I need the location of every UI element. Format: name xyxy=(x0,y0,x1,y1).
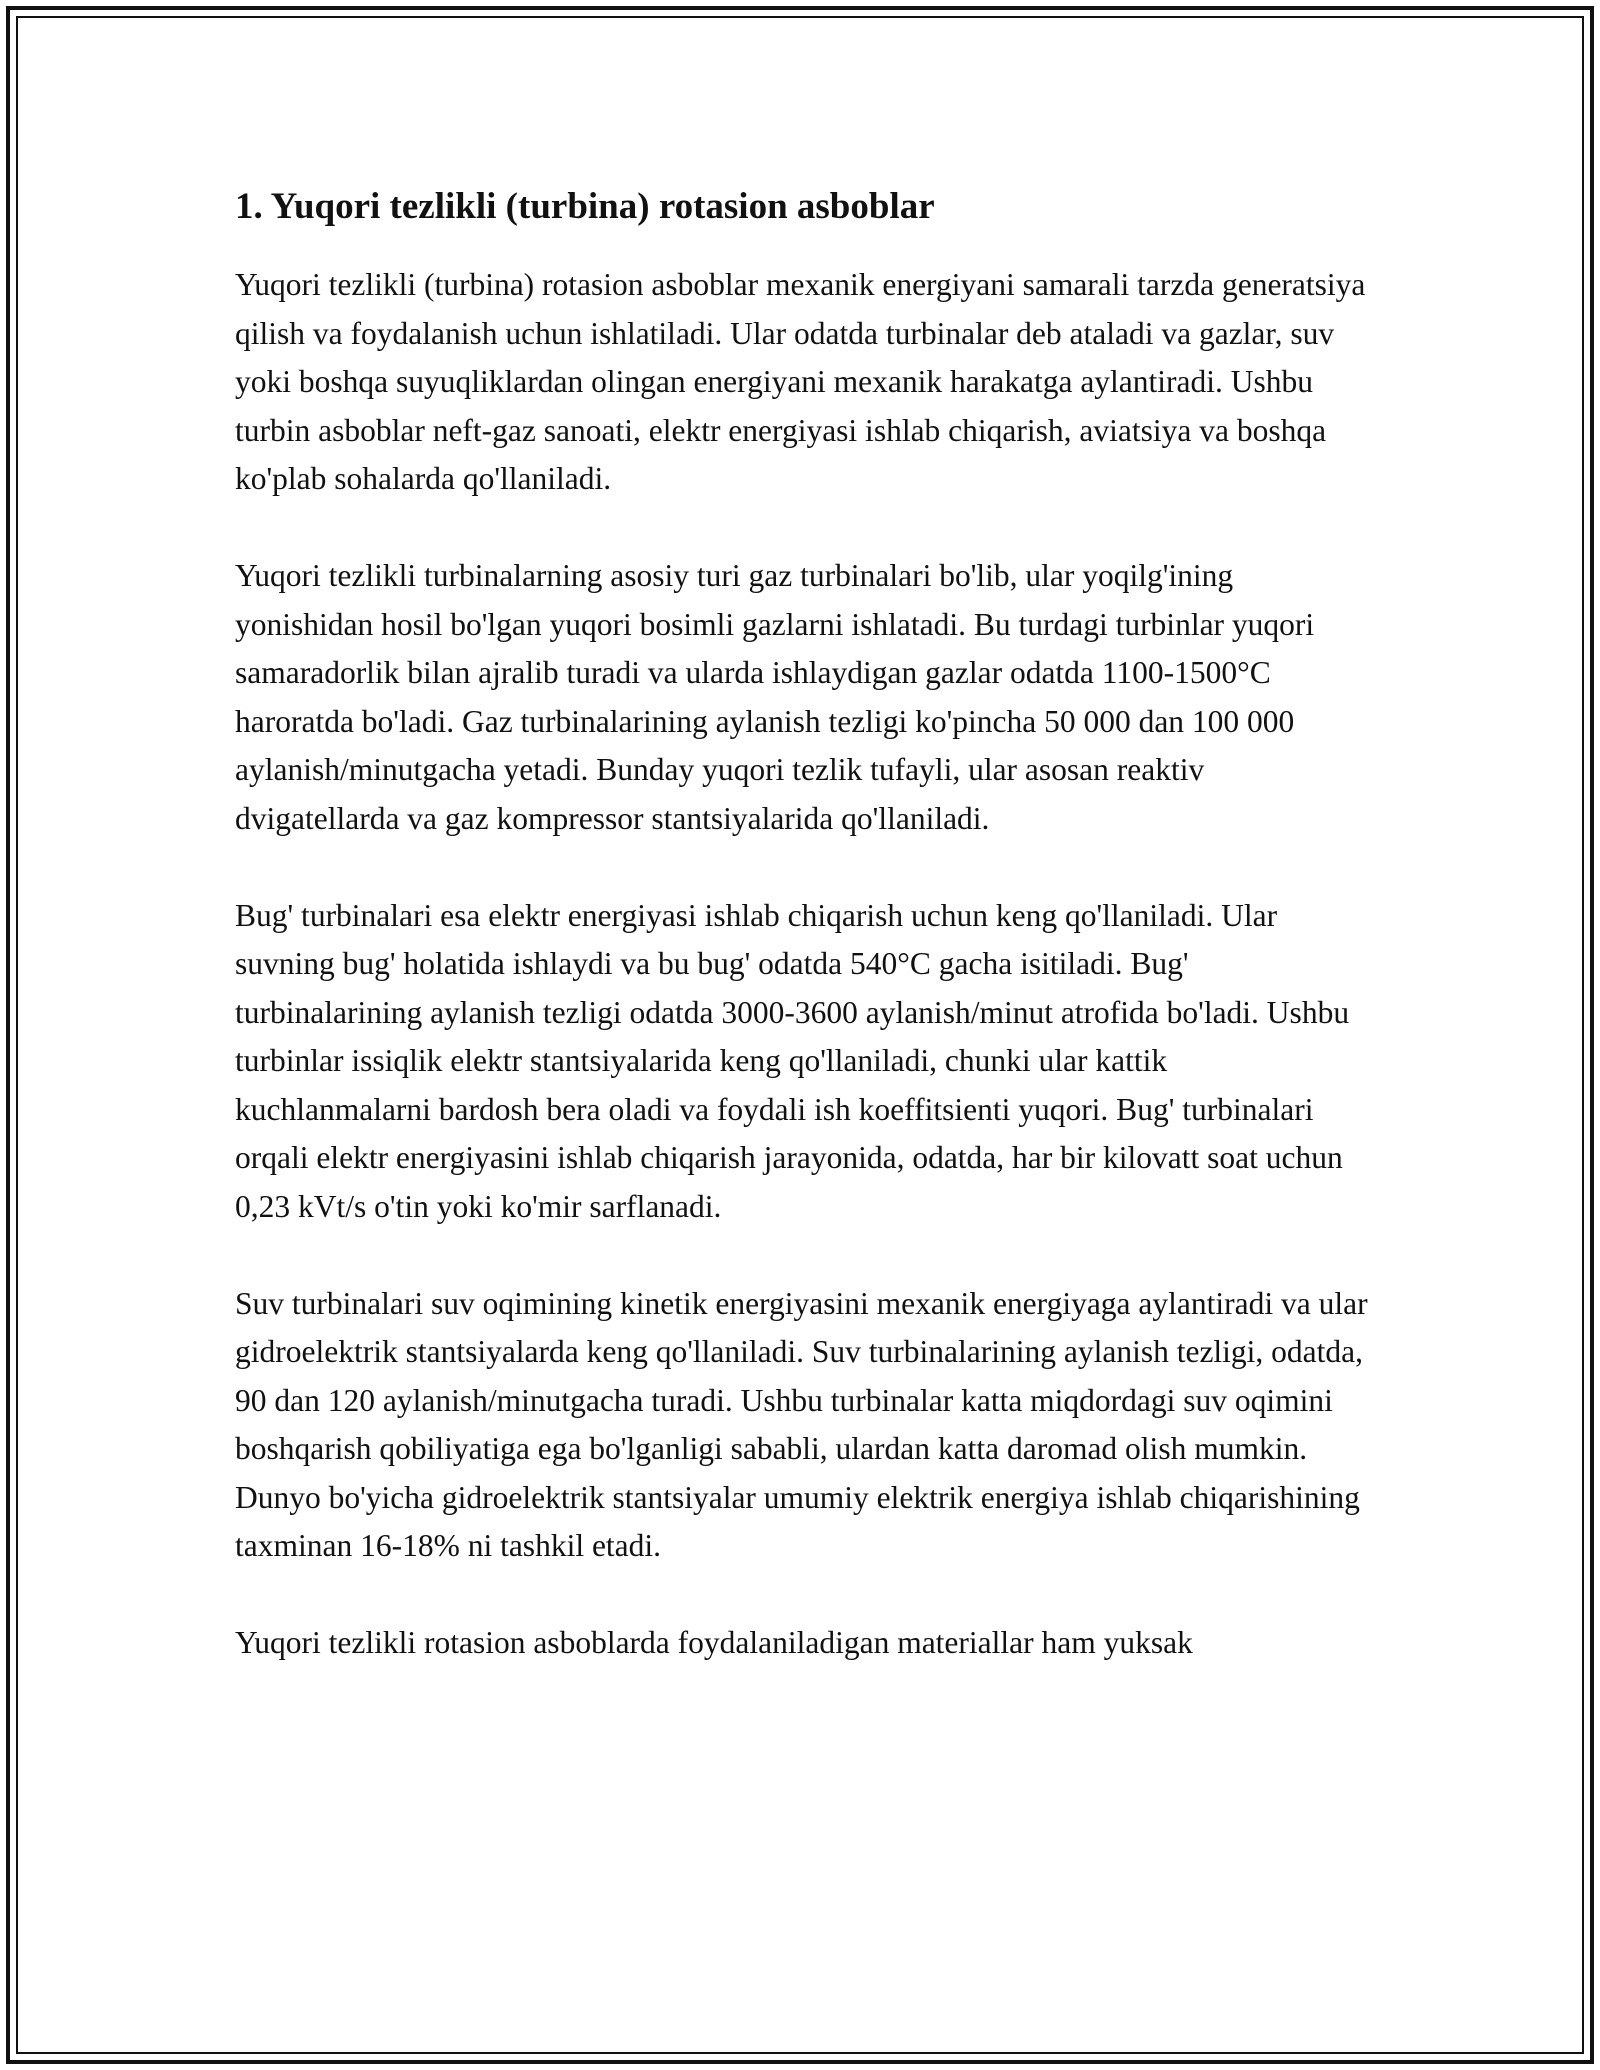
paragraph-gas-turbines: Yuqori tezlikli turbinalarning asosiy turi gaz turbinalari bo'lib, ular yoqilg'ining yonishidan hosil bo'lgan yuqori bosimli gazlarni ishlatadi. Bu turdagi turbinlar yuqori samaradorlik bilan ajralib turadi va ularda ishlaydigan gazlar odatda 1100-1500°C haroratda bo'ladi. Gaz turbinalarining aylanish tezligi ko'pincha 50 000 dan 100 000 aylanish/minutgacha yetadi. Bunday yuqori tezlik tufayli, ular asosan reaktiv dvigatellarda va gaz kompressor stantsiyalarida qo'llaniladi. xyxy=(235,558,1315,836)
paragraph-steam-turbines: Bug' turbinalari esa elektr energiyasi ishlab chiqarish uchun keng qo'llaniladi. Ular suvning bug' holatida ishlaydi va bu bug' odatda 540°C gacha isitiladi. Bug' turbinalarining aylanish tezligi odatda 3000-3600 aylanish/minut atrofida bo'ladi. Ushbu turbinlar issiqlik elektr stantsiyalarida keng qo'llaniladi, chunki ular kattik kuchlanmalarni bardosh bera oladi va foydali ish koeffitsienti yuqori. Bug' turbinalari orqali elektr energiyasini ishlab chiqarish jarayonida, odatda, har bir kilovatt soat uchun 0,23 kVt/s o'tin yoki ko'mir sarflanadi. xyxy=(235,897,1350,1224)
paragraph-materials: Yuqori tezlikli rotasion asboblarda foydalaniladigan materiallar ham yuksak xyxy=(235,1625,1193,1660)
paragraph-water-turbines: Suv turbinalari suv oqimining kinetik energiyasini mexanik energiyaga aylantiradi va ular gidroelektrik stantsiyalarda keng qo'llaniladi. Suv turbinalarining aylanish tezligi, odatda, 90 dan 120 aylanish/minutgacha turadi. Ushbu turbinalar katta miqdordagi suv oqimini boshqarish qobiliyatiga ega bo'lganligi sababli, ulardan katta daromad olish mumkin. Dunyo bo'yicha gidroelektrik stantsiyalar umumiy elektrik energiya ishlab chiqarishining taxminan 16-18% ni tashkil etadi. xyxy=(235,1285,1368,1563)
document-body xyxy=(235,183,1370,1716)
paragraph-intro: Yuqori tezlikli (turbina) rotasion asboblar mexanik energiyani samarali tarzda generatsiya qilish va foydalanish uchun ishlatiladi. Ular odatda turbinalar deb ataladi va gazlar, suv yoki boshqa suyuqliklardan olingan energiyani mexanik harakatga aylantiradi. Ushbu turbin asboblar neft-gaz sanoati, elektr energiyasi ishlab chiqarish, aviatsiya va boshqa ko'plab sohalarda qo'llaniladi. xyxy=(235,267,1366,496)
section-heading: 1. Yuqori tezlikli (turbina) rotasion asboblar xyxy=(235,186,935,227)
